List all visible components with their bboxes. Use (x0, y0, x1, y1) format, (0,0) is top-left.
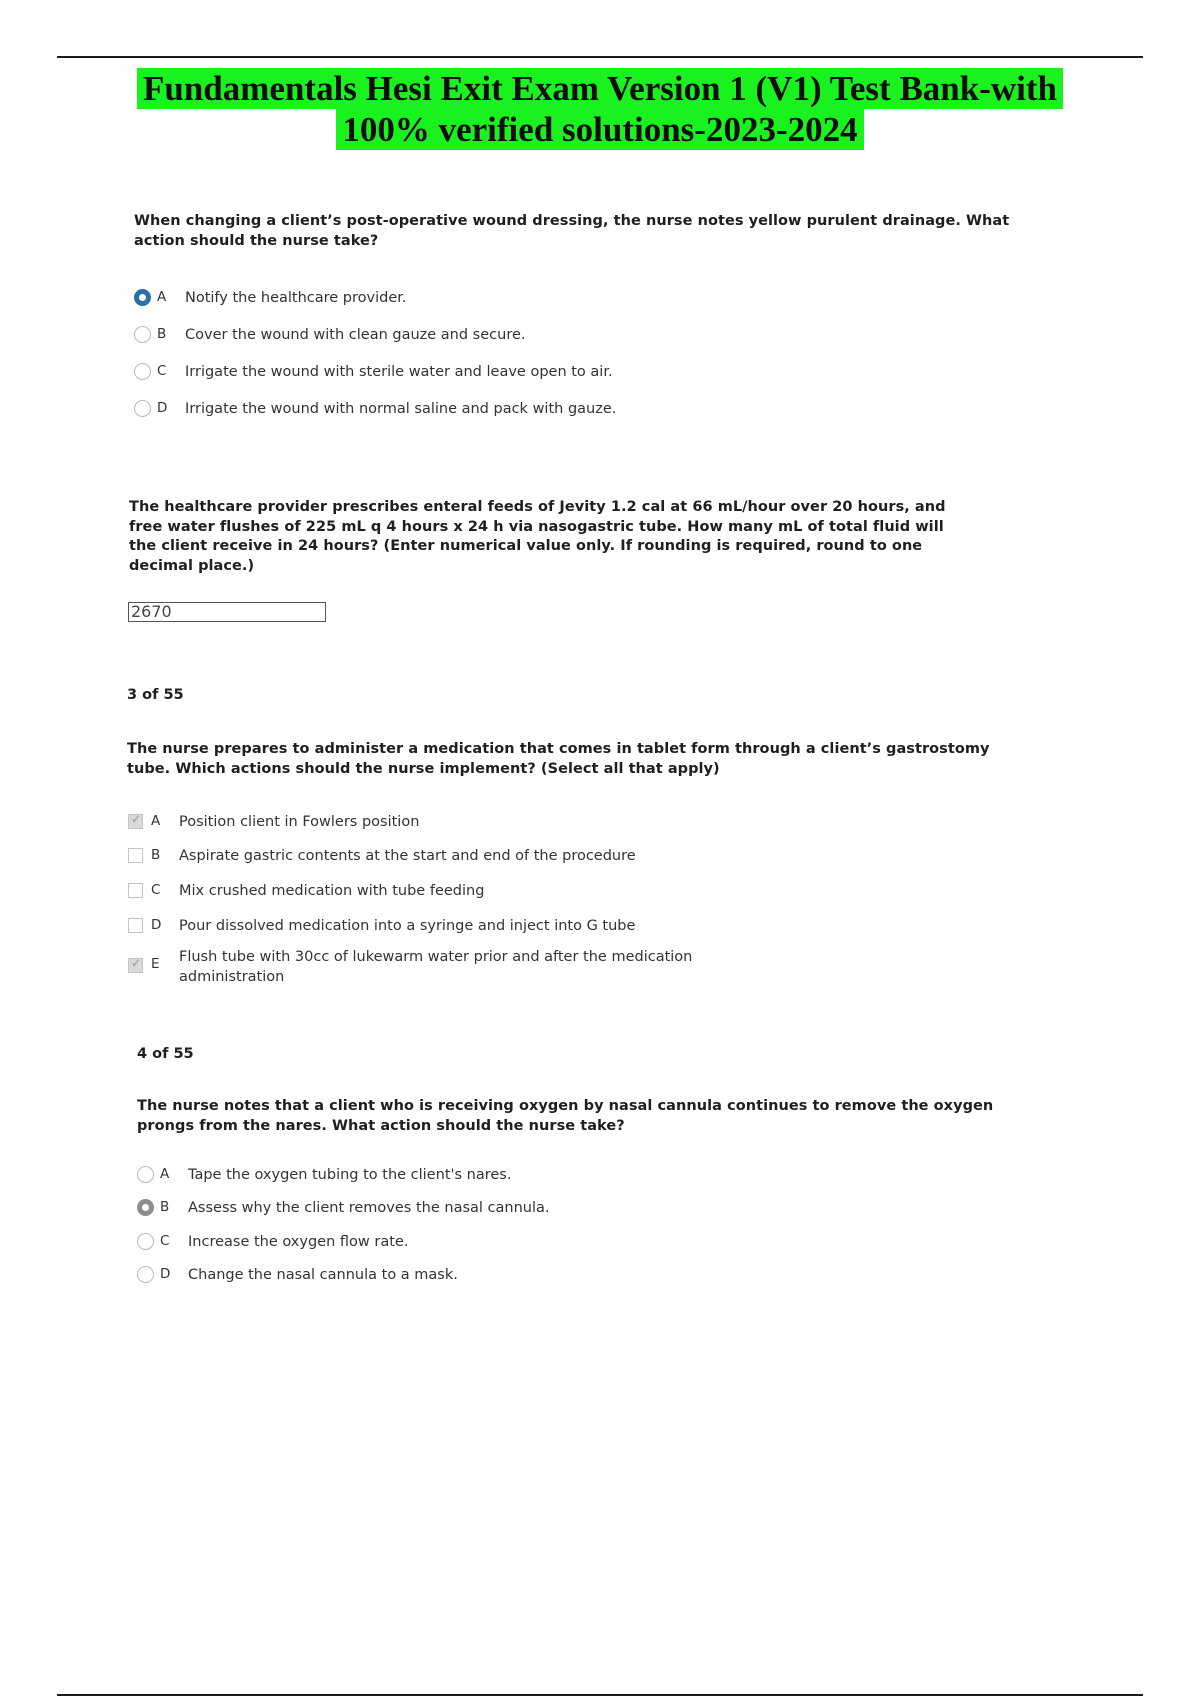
option-text: Tape the oxygen tubing to the client's nares. (188, 1167, 512, 1183)
radio-selected-icon[interactable] (137, 1199, 154, 1216)
radio-icon[interactable] (137, 1166, 154, 1183)
option-text: Flush tube with 30cc of lukewarm water prior and after the medication administration (179, 949, 693, 985)
option-letter: C (157, 363, 167, 379)
option-letter: C (160, 1233, 170, 1249)
question-1-text: When changing a client’s post-operative wound dressing, the nurse notes yellow purulent drainage. What action should the nurse take? (134, 213, 1010, 249)
title-line-1: Fundamentals Hesi Exit Exam Version 1 (V1) Test Bank-with (137, 68, 1063, 109)
option-letter: D (157, 400, 168, 416)
q3-option-c[interactable] (128, 881, 484, 901)
q3-option-e[interactable] (128, 947, 719, 987)
radio-icon[interactable] (134, 363, 151, 380)
q4-option-b[interactable] (137, 1198, 549, 1218)
option-letter: B (160, 1199, 170, 1215)
checkbox-icon[interactable] (128, 918, 143, 933)
option-text: Aspirate gastric contents at the start and end of the procedure (179, 848, 636, 864)
option-text: Notify the healthcare provider. (185, 290, 407, 306)
option-text: Cover the wound with clean gauze and secure. (185, 327, 526, 343)
option-letter: E (151, 956, 160, 972)
question-1 (134, 212, 1014, 251)
option-letter: A (160, 1166, 170, 1182)
option-text: Assess why the client removes the nasal cannula. (188, 1200, 550, 1216)
question-3-number: 3 of 55 (127, 687, 184, 703)
option-letter: D (160, 1266, 171, 1282)
radio-icon[interactable] (137, 1266, 154, 1283)
checkbox-icon[interactable] (128, 848, 143, 863)
q4-option-a[interactable] (137, 1165, 511, 1185)
document-title (0, 68, 1200, 150)
checkbox-icon[interactable] (128, 883, 143, 898)
option-text: Change the nasal cannula to a mask. (188, 1267, 458, 1283)
radio-icon[interactable] (134, 326, 151, 343)
question-4-text: The nurse notes that a client who is receiving oxygen by nasal cannula continues to remove the oxygen prongs from the nares. What action should the nurse take? (137, 1098, 994, 1134)
option-text: Increase the oxygen flow rate. (188, 1234, 409, 1250)
question-3-text: The nurse prepares to administer a medication that comes in tablet form through a client’s gastrostomy tube. Which actions should the nurse implement? (Select all that apply) (127, 741, 990, 777)
q1-option-d[interactable] (134, 399, 616, 419)
radio-icon[interactable] (137, 1233, 154, 1250)
option-text: Irrigate the wound with normal saline and pack with gauze. (185, 401, 617, 417)
q1-option-c[interactable] (134, 362, 613, 382)
q3-option-d[interactable] (128, 916, 635, 936)
option-text: Position client in Fowlers position (179, 814, 420, 830)
q3-option-b[interactable] (128, 846, 636, 866)
option-letter: B (157, 326, 167, 342)
option-letter: C (151, 882, 161, 898)
question-4 (137, 1097, 997, 1136)
option-letter: D (151, 917, 162, 933)
q4-option-c[interactable] (137, 1232, 408, 1252)
option-text: Irrigate the wound with sterile water and leave open to air. (185, 364, 613, 380)
question-2-text: The healthcare provider prescribes enteral feeds of Jevity 1.2 cal at 66 mL/hour over 20 hours, and free water flushes of 225 mL q 4 hours x 24 h via nasogastric tube. How many mL of total fluid will the client receive in 24 hours? (Enter numerical value only. If rounding is required, round to one decimal place.) (129, 499, 946, 574)
radio-selected-icon[interactable] (134, 289, 151, 306)
checkbox-checked-icon[interactable] (128, 814, 143, 829)
checkbox-checked-icon[interactable] (128, 958, 143, 973)
q4-option-d[interactable] (137, 1265, 458, 1285)
numeric-answer-field[interactable]: 2670 (128, 602, 326, 622)
top-rule (57, 56, 1143, 58)
question-4-number: 4 of 55 (137, 1046, 194, 1062)
q1-option-b[interactable] (134, 325, 526, 345)
title-line-2: 100% verified solutions-2023-2024 (336, 109, 863, 150)
question-3 (127, 740, 1007, 779)
option-letter: A (157, 289, 167, 305)
option-text: Mix crushed medication with tube feeding (179, 883, 485, 899)
q1-option-a[interactable] (134, 288, 407, 308)
bottom-rule (57, 1694, 1143, 1696)
option-letter: B (151, 847, 161, 863)
q3-option-a[interactable] (128, 812, 419, 832)
option-letter: A (151, 813, 161, 829)
radio-icon[interactable] (134, 400, 151, 417)
option-text: Pour dissolved medication into a syringe and inject into G tube (179, 918, 636, 934)
question-2 (129, 498, 969, 576)
